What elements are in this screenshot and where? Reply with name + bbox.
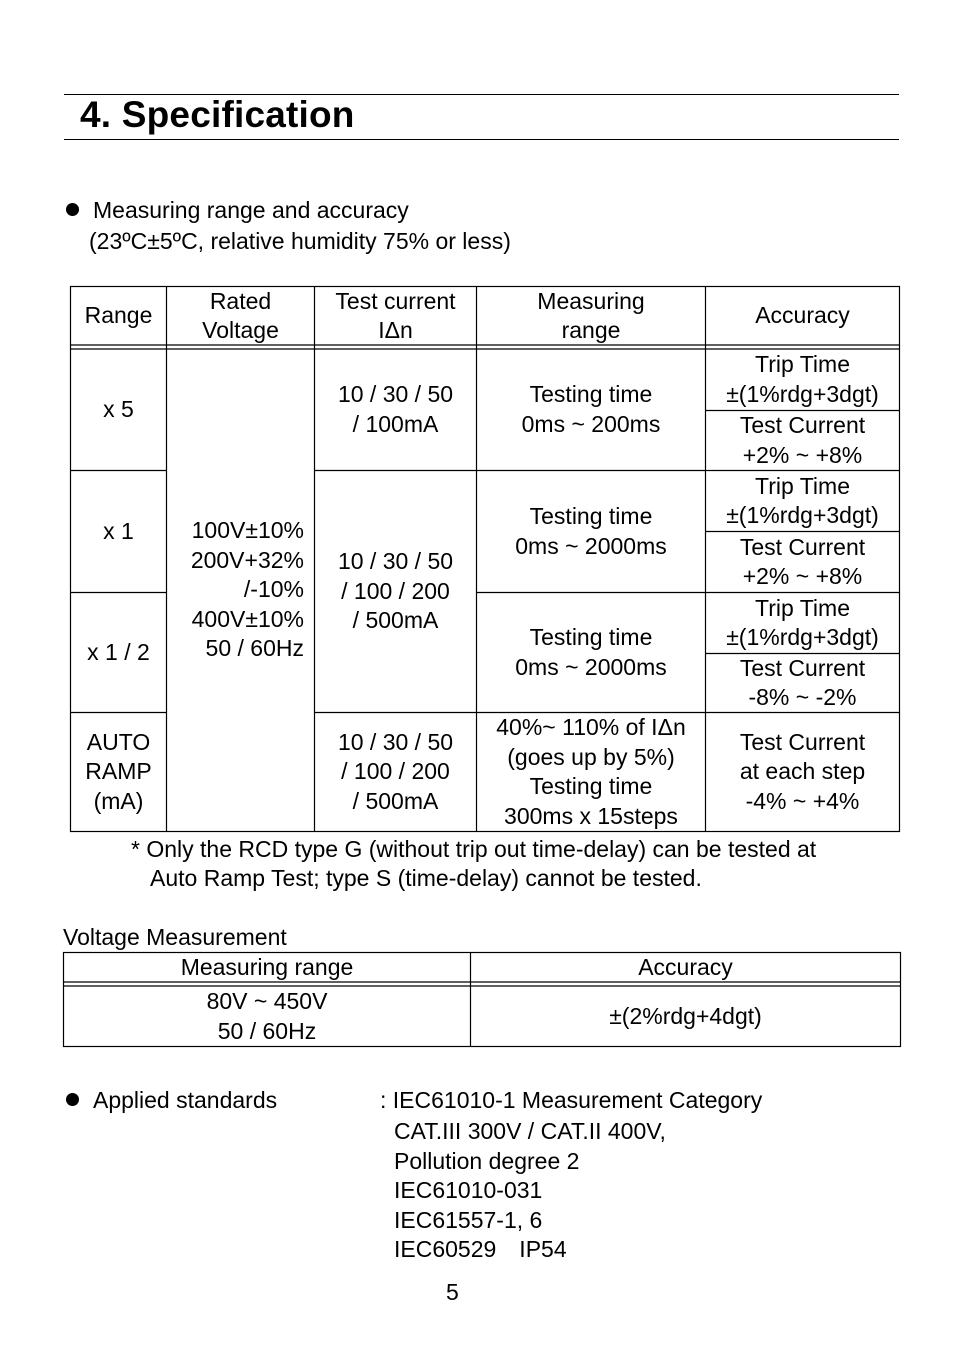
bullet-icon — [66, 1093, 79, 1106]
voltage-header-range: Measuring range — [180, 953, 354, 980]
header-range: Range — [84, 302, 153, 329]
range-x1: x 1 — [103, 517, 134, 544]
standards-line-1: : IEC61010-1 Measurement Category — [380, 1087, 763, 1113]
test-current-shared: 10 / 30 / 50 / 100 / 200 / 500mA — [337, 548, 454, 634]
accuracy-x5-trip: Trip Time ±(1%rdg+3dgt) — [726, 351, 879, 407]
range-auto-ramp: AUTO RAMP (mA) — [85, 728, 152, 814]
rated-voltage-value: 100V±10% 200V+32% /-10% 400V±10% 50 / 60Hz — [190, 517, 304, 662]
standards-line-6: IEC60529 IP54 — [394, 1236, 567, 1262]
accuracy-x1-2-trip: Trip Time ±(1%rdg+3dgt) — [726, 594, 879, 650]
measuring-heading: Measuring range and accuracy — [93, 197, 409, 223]
section-title: 4. Specification — [80, 94, 355, 135]
rcd-note-line2: Auto Ramp Test; type S (time-delay) cannot be tested. — [150, 865, 702, 891]
voltage-accuracy-value: ±(2%rdg+4dgt) — [609, 1002, 762, 1029]
header-accuracy: Accuracy — [755, 302, 850, 329]
measuring-auto: 40%~ 110% of IΔn (goes up by 5%) Testing time 300ms x 15steps — [496, 714, 686, 829]
standards-line-3: Pollution degree 2 — [394, 1148, 580, 1174]
rcd-note-line1: * Only the RCD type G (without trip out time-delay) can be tested at — [131, 836, 817, 862]
accuracy-x1-trip: Trip Time ±(1%rdg+3dgt) — [726, 472, 879, 528]
header-test-current: Test current IΔn — [335, 287, 456, 343]
measuring-x1: Testing time 0ms ~ 2000ms — [515, 503, 667, 559]
accuracy-x5-current: Test Current +2% ~ +8% — [739, 412, 866, 468]
test-current-auto: 10 / 30 / 50 / 100 / 200 / 500mA — [337, 728, 454, 814]
measuring-x5: Testing time 0ms ~ 200ms — [521, 381, 661, 437]
standards-line-4: IEC61010-031 — [394, 1177, 543, 1203]
header-measuring-range: Measuring range — [537, 287, 645, 343]
range-x1-2: x 1 / 2 — [87, 638, 150, 665]
standards-line-2: CAT.III 300V / CAT.II 400V, — [394, 1118, 666, 1144]
range-x5: x 5 — [103, 395, 134, 422]
page-number: 5 — [446, 1279, 459, 1305]
accuracy-x1-2-current: Test Current -8% ~ -2% — [739, 654, 866, 710]
header-rated-voltage: Rated Voltage — [202, 287, 279, 343]
standards-line-5: IEC61557-1, 6 — [394, 1207, 543, 1233]
voltage-header-accuracy: Accuracy — [638, 953, 733, 980]
test-current-x5: 10 / 30 / 50 / 100mA — [337, 381, 454, 437]
measuring-condition: (23ºC±5ºC, relative humidity 75% or less) — [89, 228, 511, 254]
voltage-range-value: 80V ~ 450V 50 / 60Hz — [206, 988, 328, 1044]
voltage-heading: Voltage Measurement — [63, 924, 287, 950]
accuracy-x1-current: Test Current +2% ~ +8% — [739, 533, 866, 589]
measuring-x1-2: Testing time 0ms ~ 2000ms — [515, 624, 667, 680]
accuracy-auto: Test Current at each step -4% ~ +4% — [739, 728, 866, 814]
standards-label: Applied standards — [93, 1087, 278, 1113]
